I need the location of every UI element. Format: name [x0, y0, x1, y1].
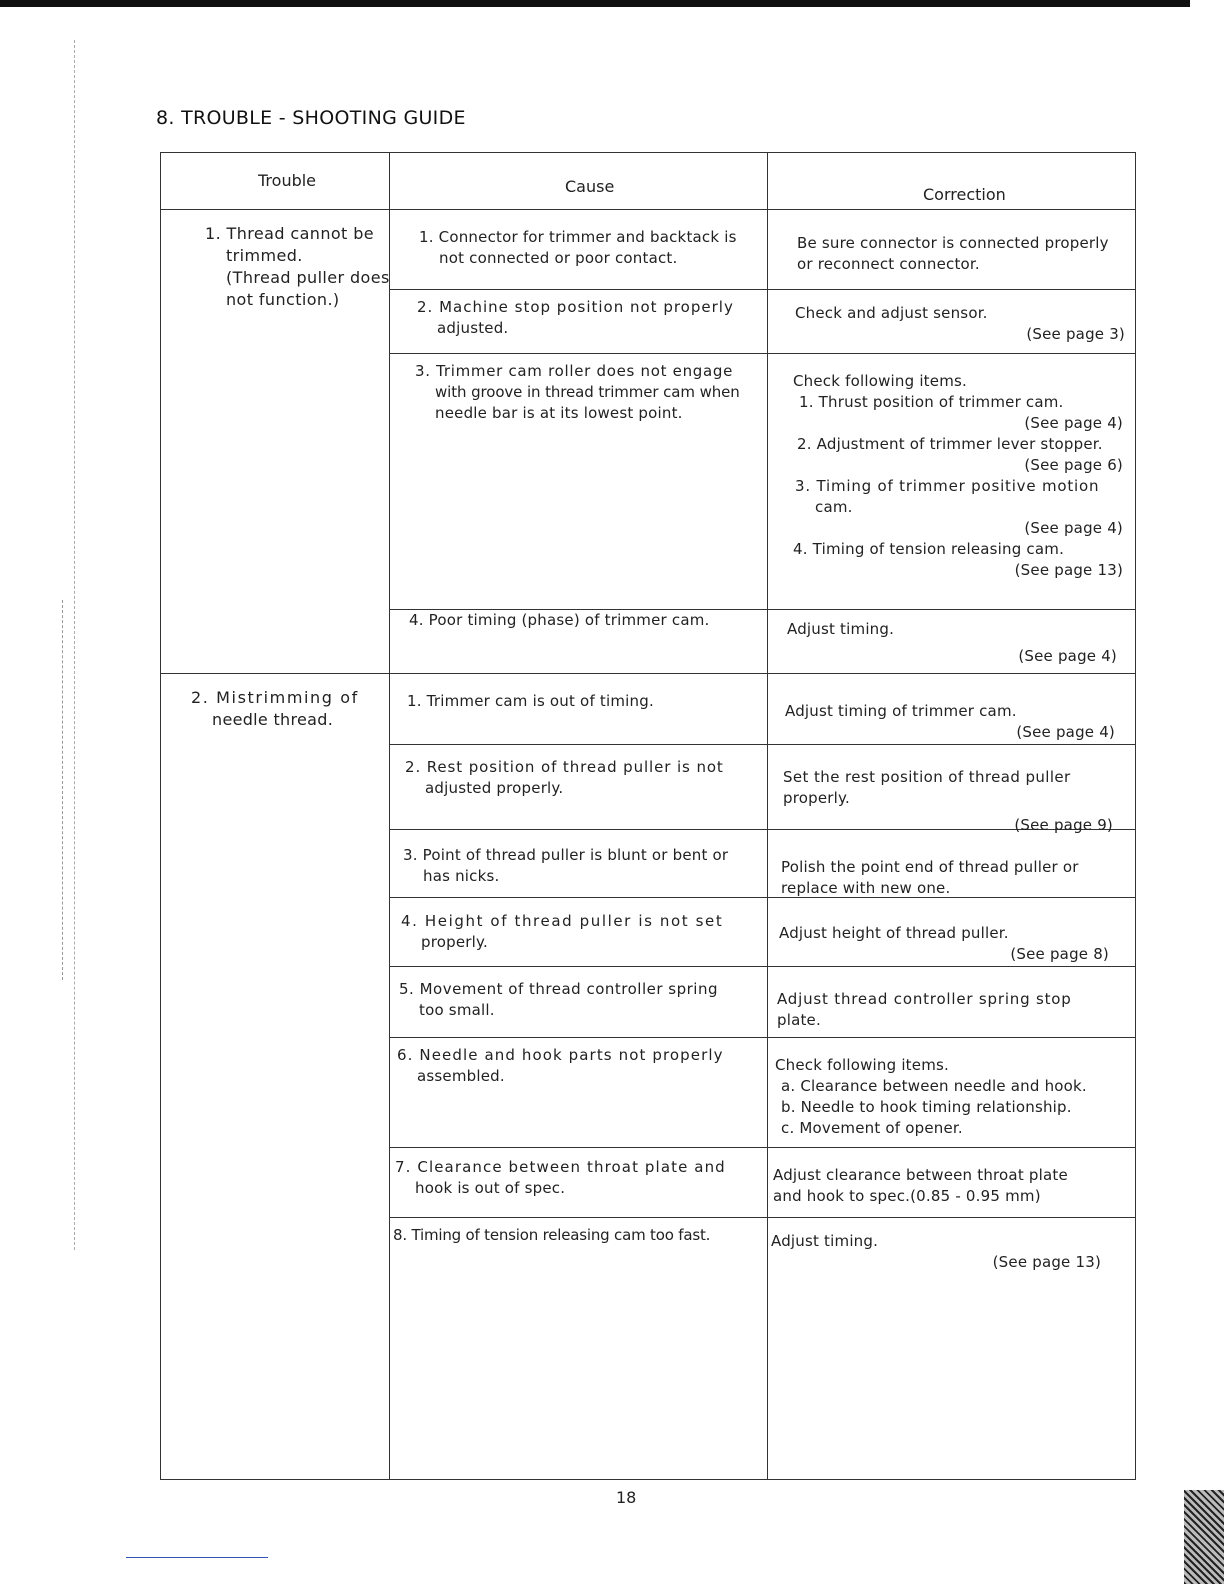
- see-page-ref: (See page 13): [1014, 561, 1123, 579]
- cause-item: 1. Connector for trimmer and backtack is not connected or poor contact.: [419, 228, 737, 267]
- cause-item: 4. Poor timing (phase) of trimmer cam.: [409, 611, 710, 629]
- see-page-ref: (See page 9): [1014, 816, 1113, 834]
- row-divider: [389, 353, 1135, 354]
- see-page-ref: (See page 4): [1018, 647, 1117, 665]
- header-divider: [161, 209, 1135, 210]
- cause-item: 2. Machine stop position not properly adjusted.: [417, 298, 734, 337]
- correction-item: Adjust timing. (See page 4): [787, 620, 1117, 665]
- see-page-ref: (See page 8): [1010, 945, 1109, 963]
- correction-item: Check following items. a. Clearance between needle and hook. b. Needle to hook timing relationship. c. Movement of opener.: [775, 1056, 1087, 1137]
- correction-item: Check and adjust sensor. (See page 3): [795, 304, 1125, 343]
- row-divider: [389, 1037, 1135, 1038]
- scan-top-edge: [0, 0, 1190, 7]
- cause-item: 3. Point of thread puller is blunt or bent or has nicks.: [403, 846, 729, 885]
- scan-noise-edge: [1184, 1490, 1224, 1584]
- header-correction: Correction: [923, 185, 1006, 204]
- cause-item: 8. Timing of tension releasing cam too fast.: [393, 1226, 711, 1244]
- see-page-ref: (See page 4): [1024, 519, 1123, 537]
- trouble-shooting-table: [160, 152, 1136, 1480]
- trouble-item: 2. Mistrimming of needle thread.: [191, 688, 359, 729]
- header-cause: Cause: [565, 177, 615, 196]
- binding-margin-mark: [62, 600, 63, 980]
- correction-item: Be sure connector is connected properly or reconnect connector.: [797, 234, 1109, 273]
- correction-item: Adjust height of thread puller. (See page 8): [779, 924, 1109, 963]
- column-divider: [767, 153, 768, 1479]
- cause-item: 4. Height of thread puller is not set properly.: [401, 912, 724, 951]
- page-footer-rule: [126, 1557, 268, 1558]
- see-page-ref: (See page 3): [1026, 325, 1125, 343]
- trouble-item: 1. Thread cannot be trimmed. (Thread puller does not function.): [205, 224, 390, 309]
- cause-item: 2. Rest position of thread puller is not adjusted properly.: [405, 758, 724, 797]
- section-divider: [161, 673, 1135, 674]
- page-number: 18: [616, 1488, 637, 1507]
- see-page-ref: (See page 4): [1024, 414, 1123, 432]
- row-divider: [389, 966, 1135, 967]
- see-page-ref: (See page 6): [1024, 456, 1123, 474]
- correction-item: Polish the point end of thread puller or replace with new one.: [781, 858, 1079, 897]
- correction-item: Adjust thread controller spring stop plate.: [777, 990, 1072, 1029]
- cause-item: 3. Trimmer cam roller does not engage with groove in thread trimmer cam when needle bar is at its lowest point.: [415, 362, 740, 422]
- cause-item: 5. Movement of thread controller spring too small.: [399, 980, 718, 1019]
- header-trouble: Trouble: [258, 171, 317, 190]
- column-divider: [389, 153, 390, 1479]
- correction-item: Adjust timing of trimmer cam. (See page 4): [785, 702, 1115, 741]
- see-page-ref: (See page 4): [1016, 723, 1115, 741]
- correction-item: Adjust clearance between throat plate and hook to spec.(0.85 - 0.95 mm): [773, 1166, 1068, 1205]
- correction-item: Set the rest position of thread puller properly. (See page 9): [783, 768, 1113, 834]
- row-divider: [389, 1147, 1135, 1148]
- cause-item: 7. Clearance between throat plate and hook is out of spec.: [395, 1158, 726, 1197]
- see-page-ref: (See page 13): [992, 1253, 1101, 1271]
- correction-item: Adjust timing. (See page 13): [771, 1232, 1101, 1271]
- section-title: 8. TROUBLE - SHOOTING GUIDE: [156, 107, 466, 129]
- row-divider: [389, 289, 1135, 290]
- cause-item: 1. Trimmer cam is out of timing.: [407, 692, 654, 710]
- row-divider: [389, 1217, 1135, 1218]
- cause-item: 6. Needle and hook parts not properly assembled.: [397, 1046, 724, 1085]
- binding-margin-mark: [74, 40, 75, 1250]
- correction-item: Check following items. 1. Thrust position of trimmer cam. (See page 4) 2. Adjustment of trimmer lever stopper. (See page 6) 3. Timing of trimmer positive motion cam. (See page 4) 4. Timing of tension releasing cam. (See page 13): [793, 372, 1123, 579]
- row-divider: [389, 744, 1135, 745]
